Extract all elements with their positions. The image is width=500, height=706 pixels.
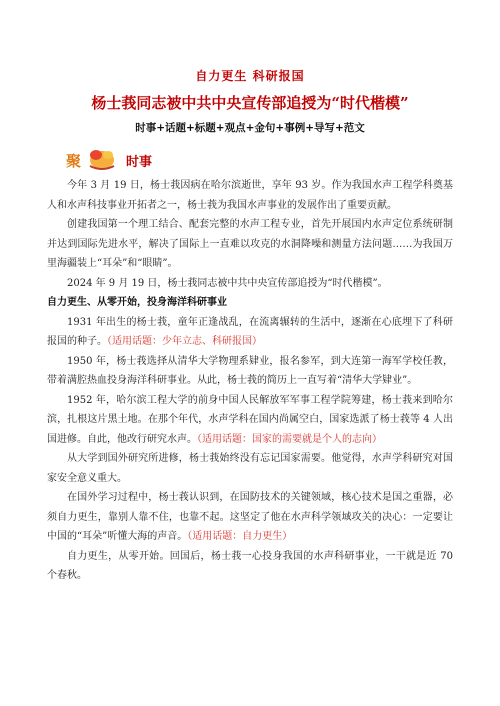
topic-note: （适用话题：国家的需要就是个人的志向） [197,433,382,445]
paragraph [47,488,453,547]
paragraph: 自力更生，从零开始。回国后，杨士莪一心投身我国的水声科研事业，一干就是近 70 个春秋。 [47,550,453,581]
article-body [47,176,453,586]
paragraph: 2024 年 9 月 19 日，杨士莪同志被中共中央宣传部追授为“时代楷模”。 [67,277,388,289]
subheading: 自力更生、从零开始，投身海洋科研事业 [47,297,227,308]
article-title: 杨士莪同志被中共中央宣传部追授为“时代楷模” [91,94,409,112]
paragraph-text: 1931 年出生的杨士莪，童年正逢战乱，在流离辗转的生活中，逐渐在心底埋下了科研报国的种子。 [47,316,453,347]
article-subtitle: 时事+话题+标题+观点+金句+事例+导写+范文 [135,122,365,134]
paragraph [47,313,453,352]
paragraph-text: 1952 年，哈尔滨工程大学的前身中国人民解放军军事工程学院筹建，杨士莪来到哈尔滨，扎根这片黑土地。在那个年代，水声学科在国内尚属空白，国家选派了杨士莪等 4 人出国进修。自此，他改行研究水声。 [47,394,453,445]
paragraph-text: 在国外学习过程中，杨士莪认识到，在国防技术的关键领域，核心技术是国之重器，必须自力更生，靠别人靠不住，也靠不起。这坚定了他在水声科学领域攻关的决心：一定要让中国的“耳朵”听懂大海的声音。 [47,492,453,542]
paragraph: 从大学到国外研究所进修，杨士莪始终没有忘记国家需要。他觉得，水声学科研究对国家安全意义重大。 [47,453,453,484]
paragraph: 创建我国第一个理工结合、配套完整的水声工程专业，首先开展国内水声定位系统研制并达到国际先进水平，解决了国际上一直难以攻克的水洞降噪和测量方法问题……为我国万里海疆装上“耳朵”和“眼睛”。 [47,219,453,269]
paragraph: 今年 3 月 19 日，杨士莪因病在哈尔滨逝世，享年 93 岁。作为我国水声工程学科奠基人和水声科技事业开拓者之一，杨士莪为我国水声事业的发展作出了重要贡献。 [47,180,453,211]
kicker-heading: 自力更生 科研报国 [195,69,305,83]
section-logo-text: 聚 [66,152,82,170]
section-label: 时事 [126,155,153,170]
topic-note: （适用话题：自力更生） [187,531,293,542]
topic-note: （适用话题：少年立志、科研报国） [107,336,262,347]
paragraph: 1950 年，杨士莪选择从清华大学物理系肄业，报名参军，到大连第一海军学校任教，带着满腔热血投身海洋科研事业。从此，杨士莪的简历上一直写着“清华大学肄业”。 [47,355,453,386]
paragraph [47,391,453,450]
section-logo-icon [64,146,122,172]
section-header [64,146,184,172]
